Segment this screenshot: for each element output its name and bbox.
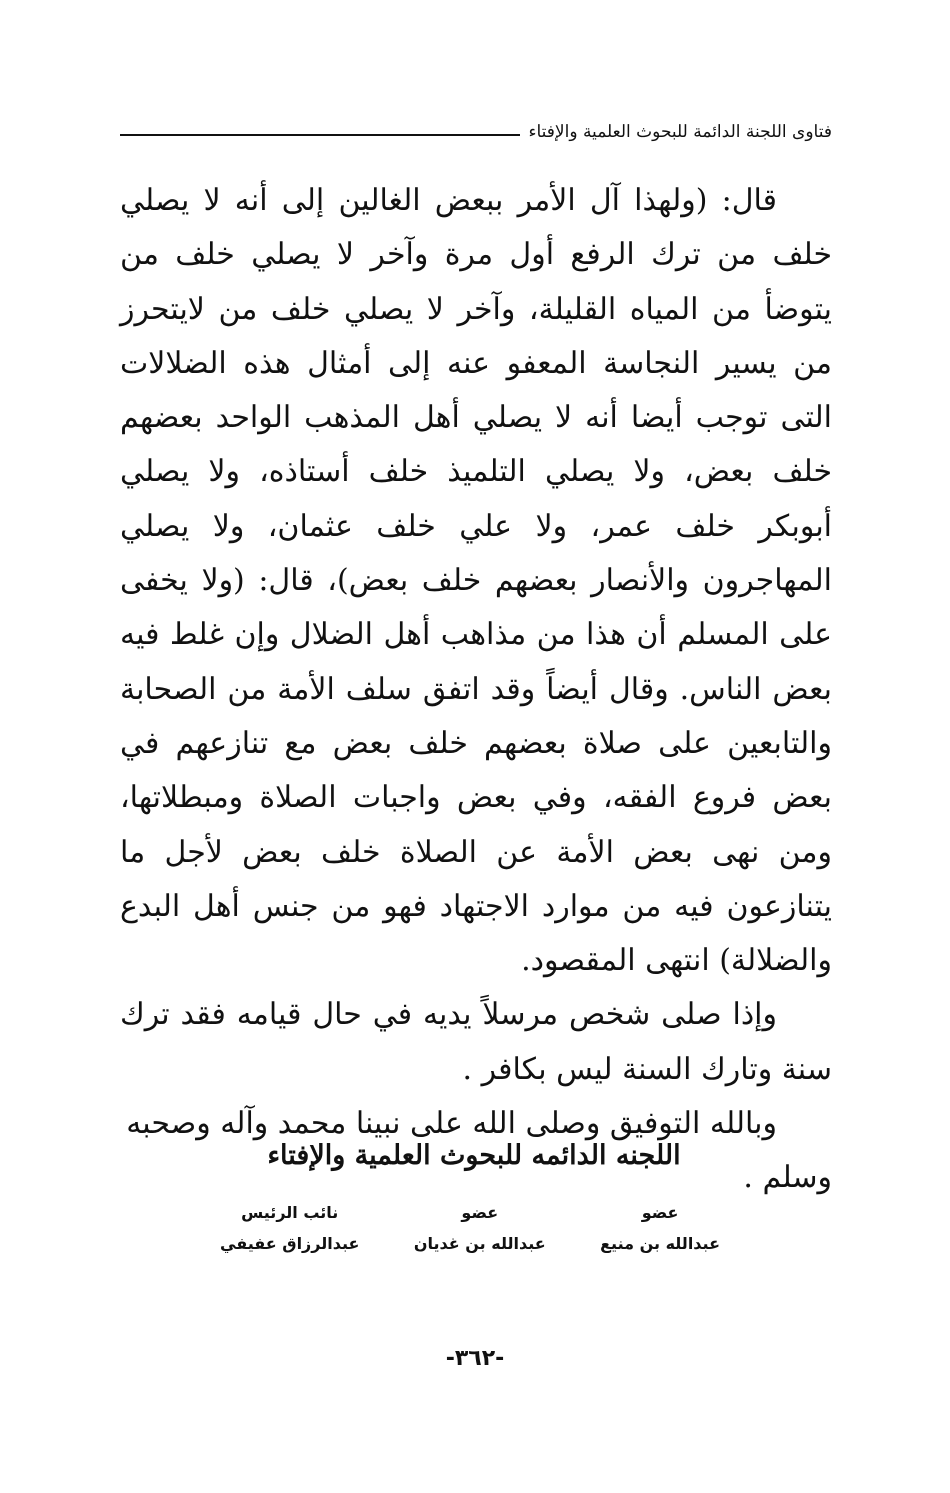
header-rule: [120, 134, 520, 136]
signatory-role: عضو: [461, 1203, 499, 1222]
signatory-name: عبدالله بن منيع: [600, 1234, 720, 1253]
signatory-name: عبدالرزاق عفيفي: [220, 1234, 360, 1253]
signatory-name: عبدالله بن غديان: [413, 1234, 546, 1253]
page-number: -٣٦٢-: [445, 1346, 505, 1371]
body-paragraph-1: قال: (ولهذا آل الأمر ببعض الغالين إلى أنه لا يصلي خلف من ترك الرفع أول مرة وآخر لا يصلي خلف من يتوضأ من المياه القليلة، وآخر لا يصلي خلف من لايتحرز من يسير النجاسة المعفو عنه إلى أمثال هذه الضلالات التى توجب أيضا أنه لا يصلي أهل المذهب الواحد بعضهم خلف بعض، ولا يصلي التلميذ خلف أستاذه، ولا يصلي أبوبكر خلف عمر، ولا علي خلف عثمان، ولا يصلي المهاجرون والأنصار بعضهم خلف بعض)، قال: (ولا يخفى على المسلم أن هذا من مذاهب أهل الضلال وإن غلط فيه بعض الناس. وقال أيضاً وقد اتفق سلف الأمة من الصحابة والتابعين على صلاة بعضهم خلف بعض مع تنازعهم في بعض فروع الفقه، وفي بعض واجبات الصلاة ومبطلاتها، ومن نهى بعض الأمة عن الصلاة خلف بعض لأجل ما يتنازعون فيه من موارد الاجتهاد فهو من جنس أهل البدع والضلالة) انتهى المقصود.: [120, 183, 832, 979]
signatory-role: عضو: [641, 1203, 679, 1222]
committee-title: اللجنه الدائمه للبحوث العلمية والإفتاء: [267, 1140, 681, 1171]
signatories: [220, 1203, 720, 1253]
signatory-1: [600, 1203, 720, 1253]
running-header: [120, 122, 832, 142]
closing-invocation: وبالله التوفيق وصلى الله على نبينا محمد وآله وصحبه وسلم .: [126, 1106, 832, 1196]
fatwa-body: [120, 174, 832, 1206]
running-title: فتاوى اللجنة الدائمة للبحوث العلمية والإفتاء: [528, 122, 832, 142]
signatory-role: نائب الرئيس: [241, 1203, 339, 1222]
signatory-2: [414, 1203, 546, 1253]
body-paragraph-2: وإذا صلى شخص مرسلاً يديه في حال قيامه فقد ترك سنة وتارك السنة ليس بكافر .: [120, 997, 832, 1087]
signatory-3: [220, 1203, 359, 1253]
